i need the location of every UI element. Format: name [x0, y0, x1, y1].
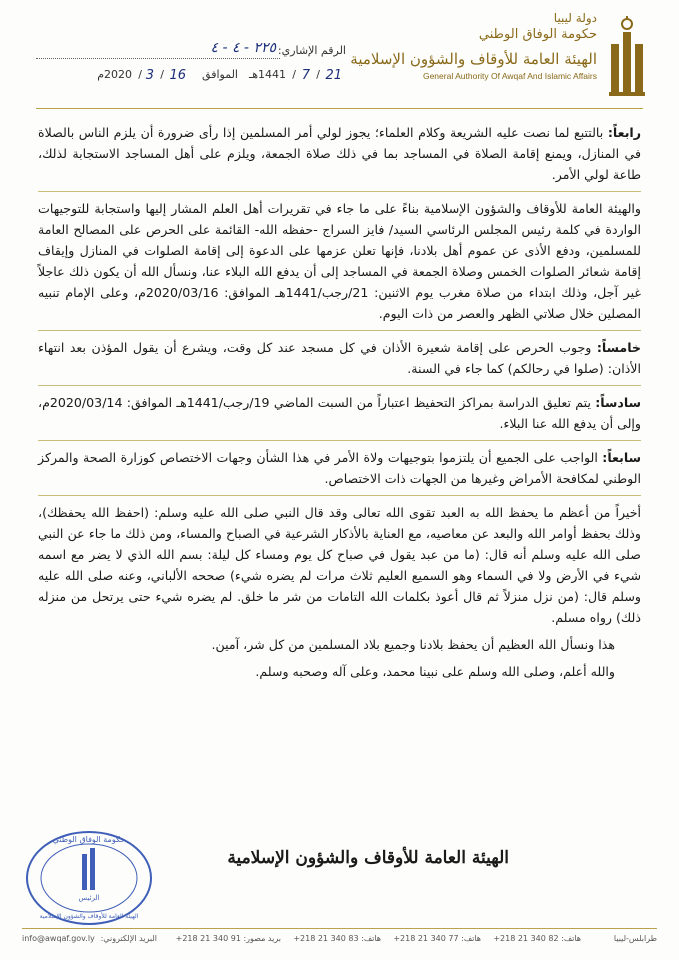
footer-contacts — [22, 934, 657, 950]
paragraph-sixth: سادساً: يتم تعليق الدراسة بمراكز التحفيظ اعتباراً من السبت الماضي 19/رجب/1441هـ الموافق: 2020/03/14م، وإلى أن يدفع الله عنا البلاء. — [38, 395, 641, 431]
paragraph-decision: والهيئة العامة للأوقاف والشؤون الإسلامية بناءً على ما جاء في تقريرات أهل العلم المشار إليها واستجابة للتوجيهات الواردة في كلمة رئيس المجلس الرئاسي السيد/ فايز السراج -حفظه الله- القائمة على الحرص على المصالح العامة للمسلمين، ودفع الأذى عن عموم أهل بلادنا، فإنها تعلن عزمها على الدعوة إلى إقامة الصلوات في المنازل وإيقاف إقامة شعائر الصلوات الخمس وصلاة الجمعة في المساجد إلى أن يدفع الله البلاء عنا، ونسأل الله أن يكون ذلك عاجلاً غير آجل، وذلك ابتداء من صلاة مغرب يوم الاثنين: 21/رجب/1441هـ الموافق: 2020/03/16م، وعلى الإمام تنبيه المصلين خلال صلاتي الظهر والعصر من ذات اليوم. — [38, 201, 641, 321]
state-name: دولة ليبيا — [553, 11, 597, 25]
paragraph-fifth: خامساً: وجوب الحرص على إقامة شعيرة الأذان في كل مسجد عند كل وقت، ويشرع أن يقول المؤذن بعد انتهاء الأذان: (صلوا في رحالكم) كما جاء في السنة. — [38, 340, 641, 376]
header-divider — [36, 108, 643, 109]
paragraph-divider — [38, 191, 641, 192]
footer-po: بريد مصور: 91 340 21 218+ — [175, 934, 281, 943]
footer-email: info@awqaf.gov.ly — [22, 934, 95, 943]
ref-dotted-line — [36, 58, 280, 59]
hijri-month: 7 — [301, 68, 310, 83]
greg-year: 2020م — [97, 68, 132, 81]
greg-day: 16 — [169, 68, 186, 83]
government-name: حكومة الوفاق الوطني — [478, 27, 597, 42]
paragraph-divider — [38, 385, 641, 386]
authority-name-ar: الهيئة العامة للأوقاف والشؤون الإسلامية — [350, 50, 597, 68]
awqaf-logo-icon — [607, 14, 647, 100]
stamp-top-text: حكومة الوفاق الوطني — [52, 835, 126, 844]
footer-city: طرابلس-ليبيا — [613, 934, 657, 943]
paragraph-seventh: سابعاً: الواجب على الجميع أن يلتزموا بتوجيهات ولاة الأمر في هذا الشأن وجهات الاختصاص كوزارة الصحة والمركز الوطني لمكافحة الأمراض وغيرها من الجهات ذات الاختصاص. — [38, 450, 641, 486]
footer-fax: هاتف: 83 340 21 218+ — [293, 934, 381, 943]
stamp-bottom-text: الهيئة العامة للأوقاف والشؤون الإسلامية — [39, 913, 139, 920]
authority-name-en: General Authority Of Awqaf And Islamic Affairs — [422, 71, 597, 81]
letterhead — [0, 0, 679, 110]
date-muwafiq: الموافق — [202, 68, 238, 81]
signature-authority: الهيئة العامة للأوقاف والشؤون الإسلامية — [227, 848, 509, 868]
footer-divider — [22, 928, 657, 929]
paragraph-finally: أخيراً من أعظم ما يحفظ الله به العبد تقوى الله تعالى وقد قال النبي صلى الله عليه وسلم: (احفظ الله يحفظك)، وذلك بحفظ أوامر الله والبعد عن معاصيه، مع العناية بالأذكار الشرعية في الصباح والمساء، ومن ذلك ما جاء عن النبي صلى الله عليه وسلم أنه قال: (ما من عبد يقول في صباح كل يوم ومساء كل ليلة: بسم الله الذي لا يضر مع اسمه شيء في الأرض ولا في السماء وهو السميع العليم ثلاث مرات لم يضره شيء) صححه الألباني، وعنه صلى الله عليه وسلم قال: (من نزل منزلاً ثم قال أعوذ بكلمات الله التامات من شر ما خلق. لم يضره شيء حتى يرتحل من منزله ذلك) رواه مسلم. — [38, 505, 641, 625]
footer-phone-1: هاتف: 82 340 21 218+ — [493, 934, 581, 943]
organization-block — [337, 10, 597, 81]
footer-email-label: البريد الإلكتروني: — [100, 934, 157, 943]
ref-number: ٢٢٥ - ٤ - ٤ — [210, 40, 276, 56]
hijri-year: 1441هـ — [248, 68, 286, 81]
official-stamp — [24, 828, 154, 928]
date-row: 21 / 7 / 1441هـ الموافق 16 / 3 / 2020م — [97, 68, 342, 83]
paragraph-divider — [38, 440, 641, 441]
reference-block — [36, 40, 346, 92]
stamp-logo-icon — [82, 854, 87, 890]
greg-month: 3 — [145, 68, 154, 83]
footer-phone-2: هاتف: 77 340 21 218+ — [393, 934, 481, 943]
paragraph-divider — [38, 330, 641, 331]
letter-body — [38, 122, 641, 682]
paragraph-fourth: رابعاً: بالتتبع لما نصت عليه الشريعة وكلام العلماء؛ يجوز لولي أمر المسلمين إذا رأى ضرورة أن يلزم الناس بالصلاة في المنازل، ويمنع إقامة الصلاة في المساجد بما في ذلك صلاة الجمعة، ويلزم على أهل المساجد الاستجابة لذلك، طاعة لولي الأمر. — [38, 125, 641, 182]
closing-prayer: هذا ونسأل الله العظيم أن يحفظ بلادنا وجميع بلاد المسلمين من كل شر، آمين. — [211, 637, 615, 652]
paragraph-divider — [38, 495, 641, 496]
stamp-center-text: الرئيس — [78, 894, 100, 902]
ref-label: الرقم الإشاري: — [277, 44, 346, 57]
closing-salutation: والله أعلم، وصلى الله وسلم على نبينا محمد، وعلى آله وصحبه وسلم. — [255, 664, 615, 679]
hijri-day: 21 — [325, 68, 342, 83]
